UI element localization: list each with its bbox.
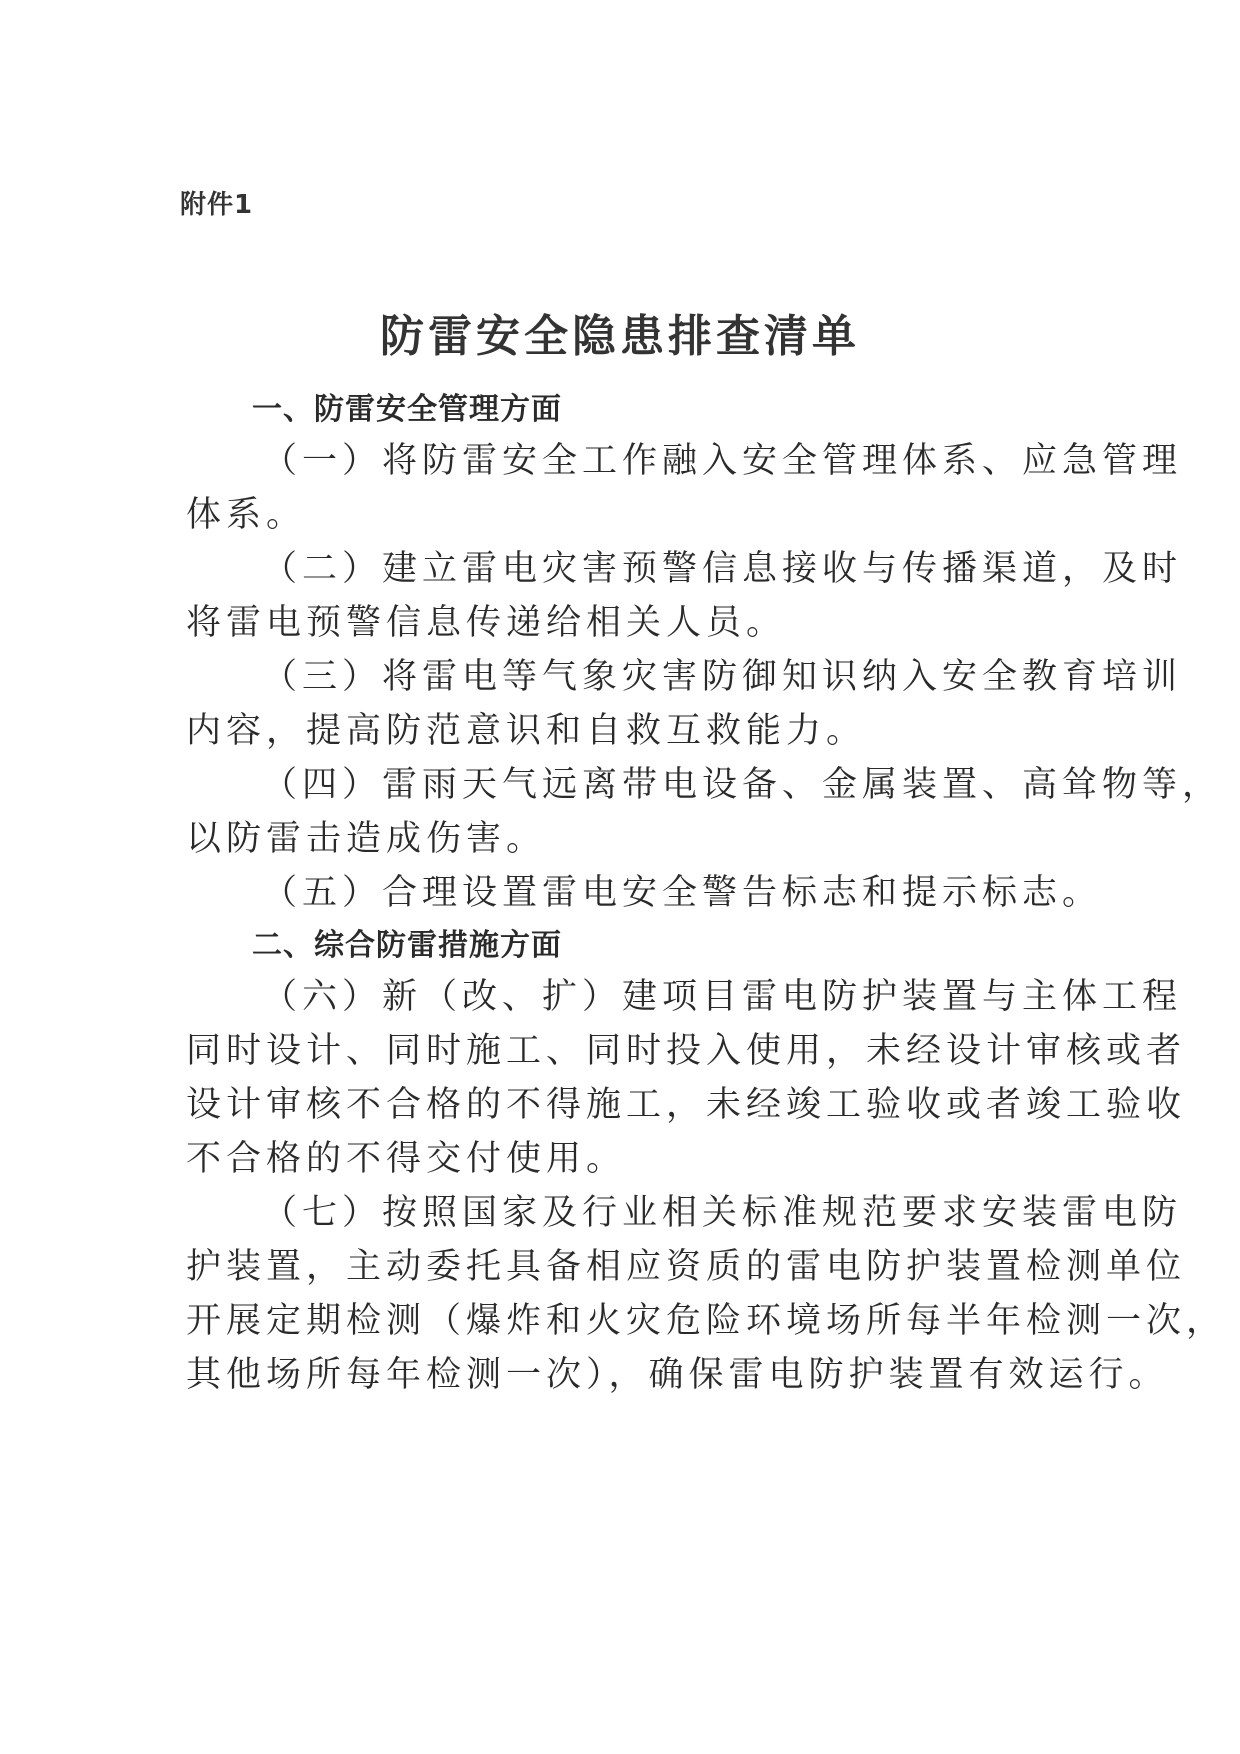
item-7-line-3: 开展定期检测（爆炸和火灾危险环境场所每半年检测一次， [186, 1301, 1227, 1341]
section-heading-2: 二、综合防雷措施方面 [252, 928, 562, 963]
attachment-label: 附件1 [180, 190, 254, 220]
item-6-line-4: 不合格的不得交付使用。 [186, 1139, 627, 1179]
item-7-line-2: 护装置，主动委托具备相应资质的雷电防护装置检测单位 [186, 1247, 1187, 1287]
section-heading-1: 一、防雷安全管理方面 [252, 392, 562, 427]
item-1-line-1: （一）将防雷安全工作融入安全管理体系、应急管理 [262, 441, 1183, 481]
item-3-line-1: （三）将雷电等气象灾害防御知识纳入安全教育培训 [262, 657, 1183, 697]
item-4-line-2: 以防雷击造成伤害。 [186, 819, 547, 859]
item-6-line-3: 设计审核不合格的不得施工，未经竣工验收或者竣工验收 [186, 1085, 1187, 1125]
item-7-line-1: （七）按照国家及行业相关标准规范要求安装雷电防 [262, 1193, 1183, 1233]
item-6-line-2: 同时设计、同时施工、同时投入使用，未经设计审核或者 [186, 1031, 1187, 1071]
item-6-line-1: （六）新（改、扩）建项目雷电防护装置与主体工程 [262, 977, 1183, 1017]
item-5-line-1: （五）合理设置雷电安全警告标志和提示标志。 [262, 873, 1103, 913]
item-2-line-1: （二）建立雷电灾害预警信息接收与传播渠道，及时 [262, 549, 1183, 589]
item-2-line-2: 将雷电预警信息传递给相关人员。 [186, 603, 787, 643]
item-4-line-1: （四）雷雨天气远离带电设备、金属装置、高耸物等， [262, 765, 1223, 805]
item-7-line-4: 其他场所每年检测一次），确保雷电防护装置有效运行。 [186, 1355, 1169, 1395]
item-1-line-2: 体系。 [186, 495, 307, 535]
item-3-line-2: 内容，提高防范意识和自救互救能力。 [186, 711, 867, 751]
page-title: 防雷安全隐患排查清单 [380, 311, 860, 362]
